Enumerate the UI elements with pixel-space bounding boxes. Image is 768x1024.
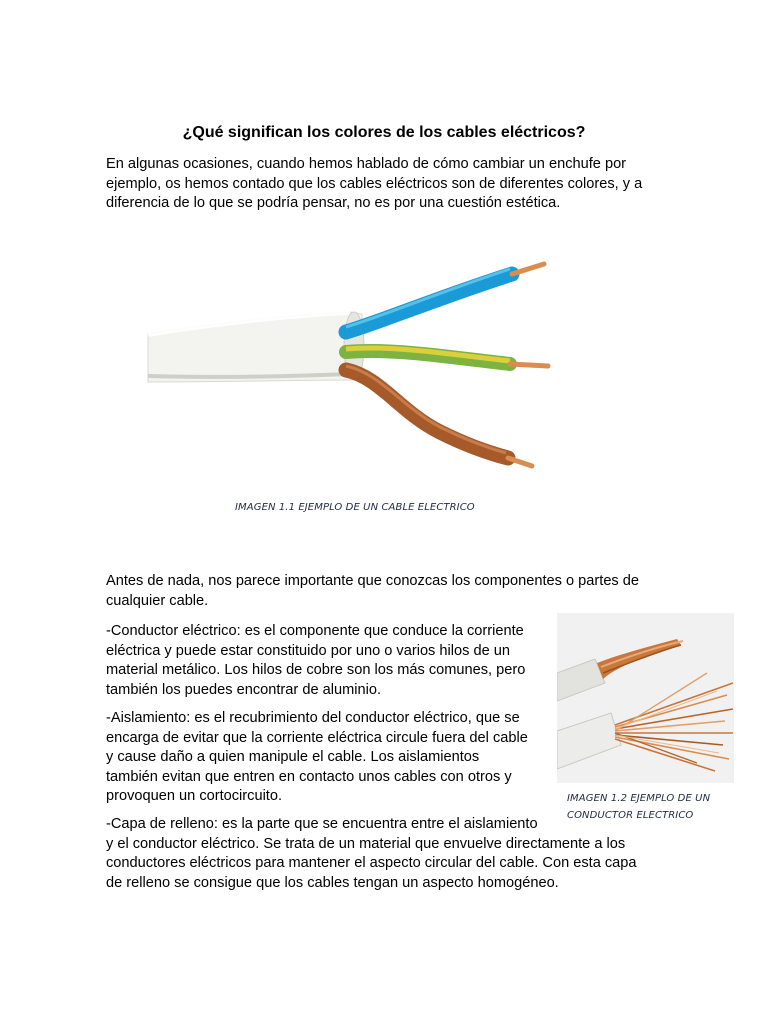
conductor-paragraph [106,622,546,700]
caption-line: IMAGEN 1.2 EJEMPLO DE UN [567,793,711,804]
text-line: -Aislamiento: es el recubrimiento del conductor eléctrico, que se [106,710,520,726]
text-line: conductores eléctricos para mantener el aspecto circular del cable. Con esta capa [106,855,637,872]
text-line: material metálico. Los hilos de cobre son los más comunes, pero [106,662,526,679]
text-line: de relleno se consigue que los cables tengan un aspecto homogéneo. [106,874,559,891]
intro-paragraph [106,155,666,214]
conductor-image [557,613,734,783]
page-title: ¿Qué significan los colores de los cables eléctricos? [182,124,586,141]
insulation-paragraph [106,709,546,807]
filler-paragraph [106,815,666,893]
text-line: también evitan que entren en contacto unos cables con otros y [106,768,512,785]
text-line: también los puedes encontrar de aluminio. [106,681,382,698]
text-line: eléctrica y puede estar constituido por uno o varios hilos de un [106,642,511,659]
figure1-caption: IMAGEN 1.1 EJEMPLO DE UN CABLE ELECTRICO [235,502,475,513]
text-line: -Capa de relleno: es la parte que se encuentra entre el aislamiento [106,816,538,832]
cable-image [140,252,560,482]
text-line: ejemplo, os hemos contado que los cables eléctricos son de diferentes colores, y a [106,175,643,192]
before-paragraph [106,572,666,611]
text-line: y el conductor eléctrico. Se trata de un material que envuelve directamente a los [106,835,626,852]
text-line: cualquier cable. [106,592,209,609]
text-line: Antes de nada, nos parece importante que conozcas los componentes o partes de [106,573,640,589]
text-line: encarga de evitar que la corriente eléctrica circule fuera del cable [106,729,528,746]
caption-line: CONDUCTOR ELECTRICO [567,810,694,821]
text-line: -Conductor eléctrico: es el componente que conduce la corriente [106,623,524,639]
text-line: diferencia de lo que se podría pensar, no es por una cuestión estética. [106,195,561,212]
text-line: En algunas ocasiones, cuando hemos hablado de cómo cambiar un enchufe por [106,156,627,172]
text-line: y cause daño a quien manipule el cable. Los aislamientos [106,749,480,766]
text-line: provoquen un cortocircuito. [106,788,283,805]
